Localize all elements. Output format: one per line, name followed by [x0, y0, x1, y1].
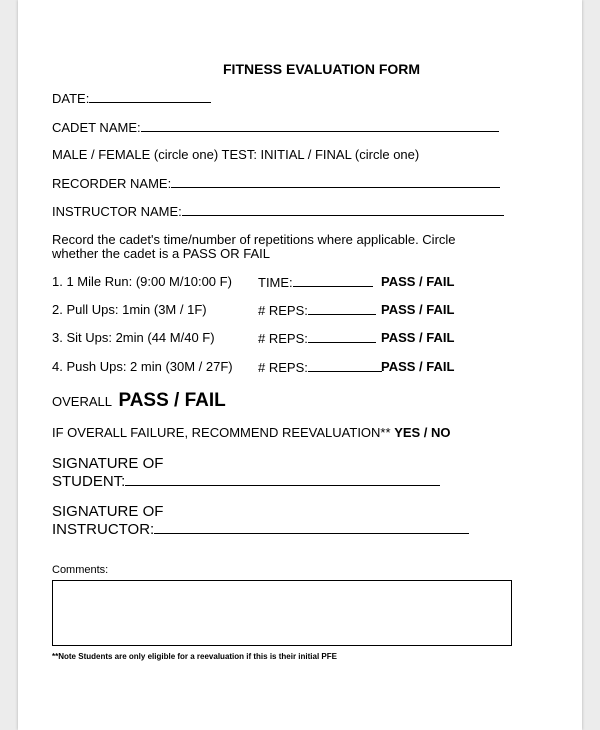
instructor-name-field[interactable] [182, 203, 504, 216]
instructor-label: INSTRUCTOR NAME: [52, 204, 182, 219]
test-reps-field[interactable] [308, 359, 382, 372]
test-measure-label: # REPS: [258, 360, 308, 375]
sig-student-line1: SIGNATURE OF [52, 455, 164, 472]
sig-instructor-row [52, 520, 469, 538]
test-name: 4. Push Ups: 2 min (30M / 27F) [52, 359, 233, 374]
instructor-signature-field[interactable] [154, 520, 469, 534]
instructions-line-2: whether the cadet is a PASS OR FAIL [52, 246, 270, 261]
failure-row [52, 425, 451, 440]
student-signature-field[interactable] [125, 472, 440, 486]
reevaluation-choice[interactable]: YES / NO [394, 425, 451, 440]
test-result[interactable]: PASS / FAIL [381, 359, 455, 374]
overall-result[interactable]: PASS / FAIL [118, 390, 226, 411]
date-field[interactable] [89, 90, 211, 103]
test-name: 3. Sit Ups: 2min (44 M/40 F) [52, 330, 215, 345]
overall-row [52, 390, 226, 412]
cadet-name-row [52, 119, 499, 135]
instructor-row [52, 203, 504, 219]
recorder-row [52, 175, 500, 191]
test-name: 1. 1 Mile Run: (9:00 M/10:00 F) [52, 274, 232, 289]
gender-test-line: MALE / FEMALE (circle one) TEST: INITIAL / FINAL (circle one) [52, 147, 420, 162]
sig-student-row [52, 472, 440, 490]
sig-instructor-line1: SIGNATURE OF [52, 503, 164, 520]
test-time-field[interactable] [293, 274, 373, 287]
test-measure-label: # REPS: [258, 303, 308, 318]
test-measure-label: TIME: [258, 275, 293, 290]
test-result[interactable]: PASS / FAIL [381, 302, 455, 317]
form-page [18, 0, 582, 730]
sig-instructor-label: INSTRUCTOR: [52, 521, 155, 538]
failure-text: IF OVERALL FAILURE, RECOMMEND REEVALUATION** [52, 425, 391, 440]
test-reps-field[interactable] [308, 302, 376, 315]
recorder-name-field[interactable] [171, 175, 500, 188]
comments-label: Comments: [52, 564, 109, 576]
test-measure-row [258, 302, 376, 318]
date-row [52, 90, 211, 106]
overall-label: OVERALL [52, 394, 112, 409]
instructions-line-1: Record the cadet's time/number of repetitions where applicable. Circle [52, 232, 456, 247]
comments-box[interactable] [52, 580, 512, 646]
cadet-name-field[interactable] [141, 119, 499, 132]
test-name: 2. Pull Ups: 1min (3M / 1F) [52, 302, 207, 317]
recorder-label: RECORDER NAME: [52, 176, 172, 191]
test-measure-row [258, 359, 382, 375]
date-label: DATE: [52, 91, 90, 106]
test-result[interactable]: PASS / FAIL [381, 330, 455, 345]
footnote: **Note Students are only eligible for a reevaluation if this is their initial PFE [52, 652, 337, 661]
test-result[interactable]: PASS / FAIL [381, 274, 455, 289]
form-title: FITNESS EVALUATION FORM [223, 61, 421, 77]
test-measure-row [258, 274, 373, 290]
cadet-name-label: CADET NAME: [52, 120, 141, 135]
test-measure-row [258, 330, 376, 346]
test-reps-field[interactable] [308, 330, 376, 343]
test-measure-label: # REPS: [258, 331, 308, 346]
sig-student-label: STUDENT: [52, 473, 126, 490]
